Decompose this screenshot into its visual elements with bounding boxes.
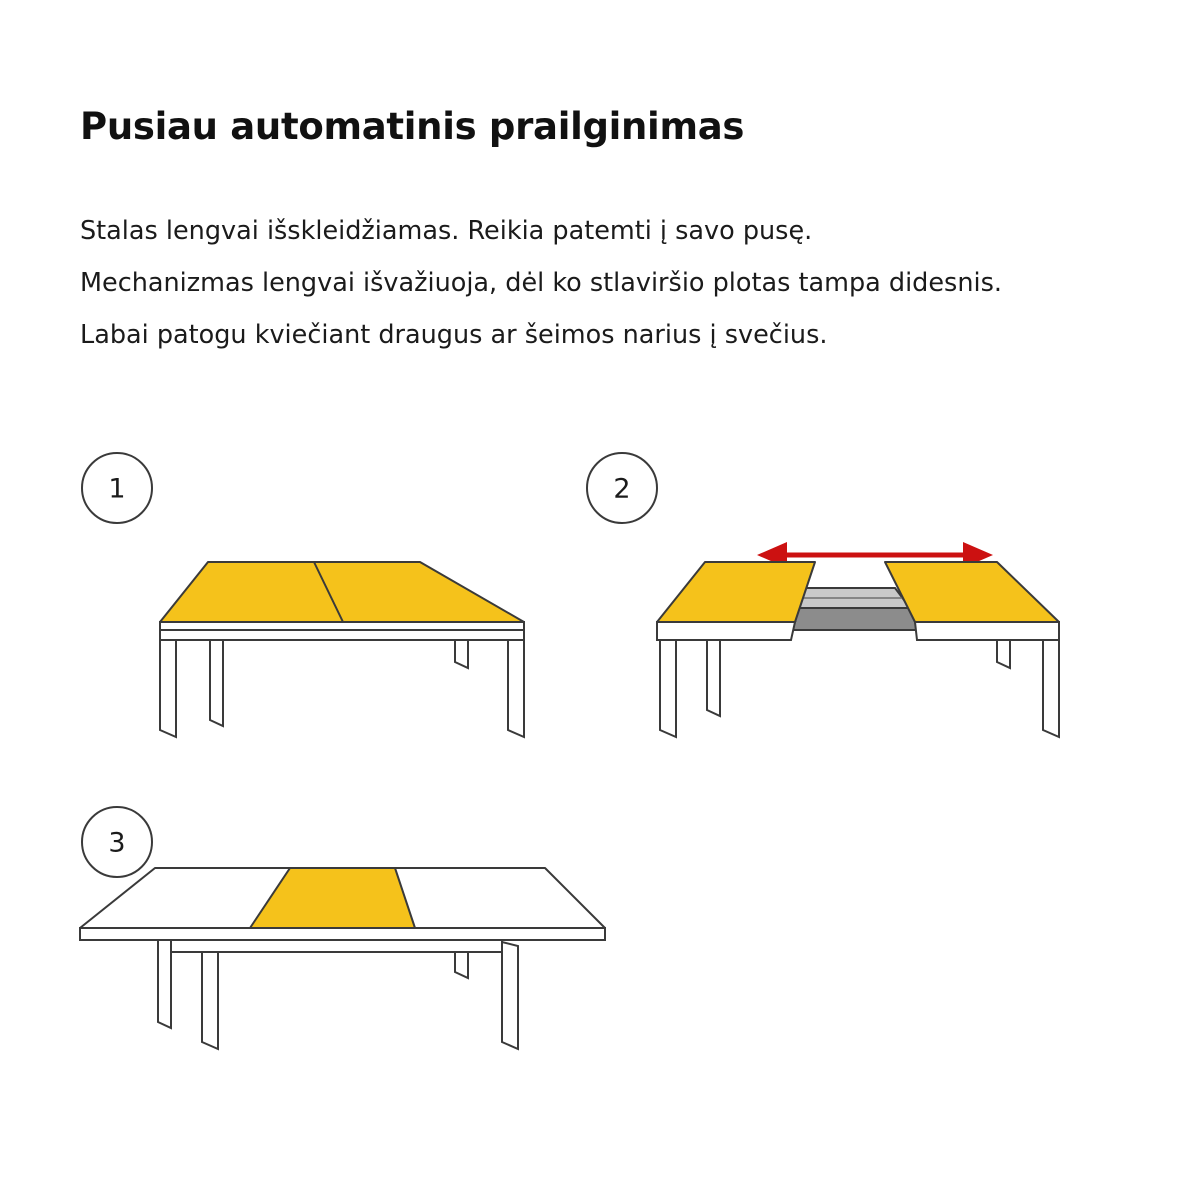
- step-3-stretcher: [171, 940, 502, 952]
- step-2-apron-right: [915, 622, 1059, 640]
- step-3-leg-back-left: [158, 928, 171, 1028]
- step-3-leg-front-left: [202, 942, 218, 1049]
- step-3-badge-number: 3: [108, 827, 126, 859]
- description-line-1: Stalas lengvai išskleidžiamas. Reikia patemti į savo pusę.: [80, 216, 813, 246]
- step-2-leg-front-right: [1043, 636, 1059, 737]
- description-line-2: Mechanizmas lengvai išvažiuoja, dėl ko stlaviršio plotas tampa didesnis.: [80, 268, 1002, 298]
- step-1-badge-number: 1: [108, 473, 126, 505]
- step-3-figure: [50, 790, 650, 1120]
- step-2-leg-front-left: [660, 636, 676, 737]
- step-1-figure: [60, 440, 580, 770]
- step-2-figure: [565, 440, 1145, 770]
- page-title: Pusiau automatinis prailginimas: [80, 105, 745, 148]
- step-3-leg-front-right: [502, 942, 518, 1049]
- step-1-tabletop-edge: [160, 622, 524, 630]
- step-3-tabletop-edge: [80, 928, 605, 940]
- step-2-apron-left: [657, 622, 795, 640]
- description-line-3: Labai patogu kviečiant draugus ar šeimos narius į svečius.: [80, 320, 828, 350]
- step-2-tabletop-left: [657, 562, 815, 622]
- step-2-tabletop-right: [885, 562, 1059, 622]
- step-1-leg-front-right: [508, 636, 524, 737]
- step-1-tabletop-surface: [160, 562, 524, 622]
- step-1-leg-front-left: [160, 636, 176, 737]
- step-2-badge-number: 2: [613, 473, 631, 505]
